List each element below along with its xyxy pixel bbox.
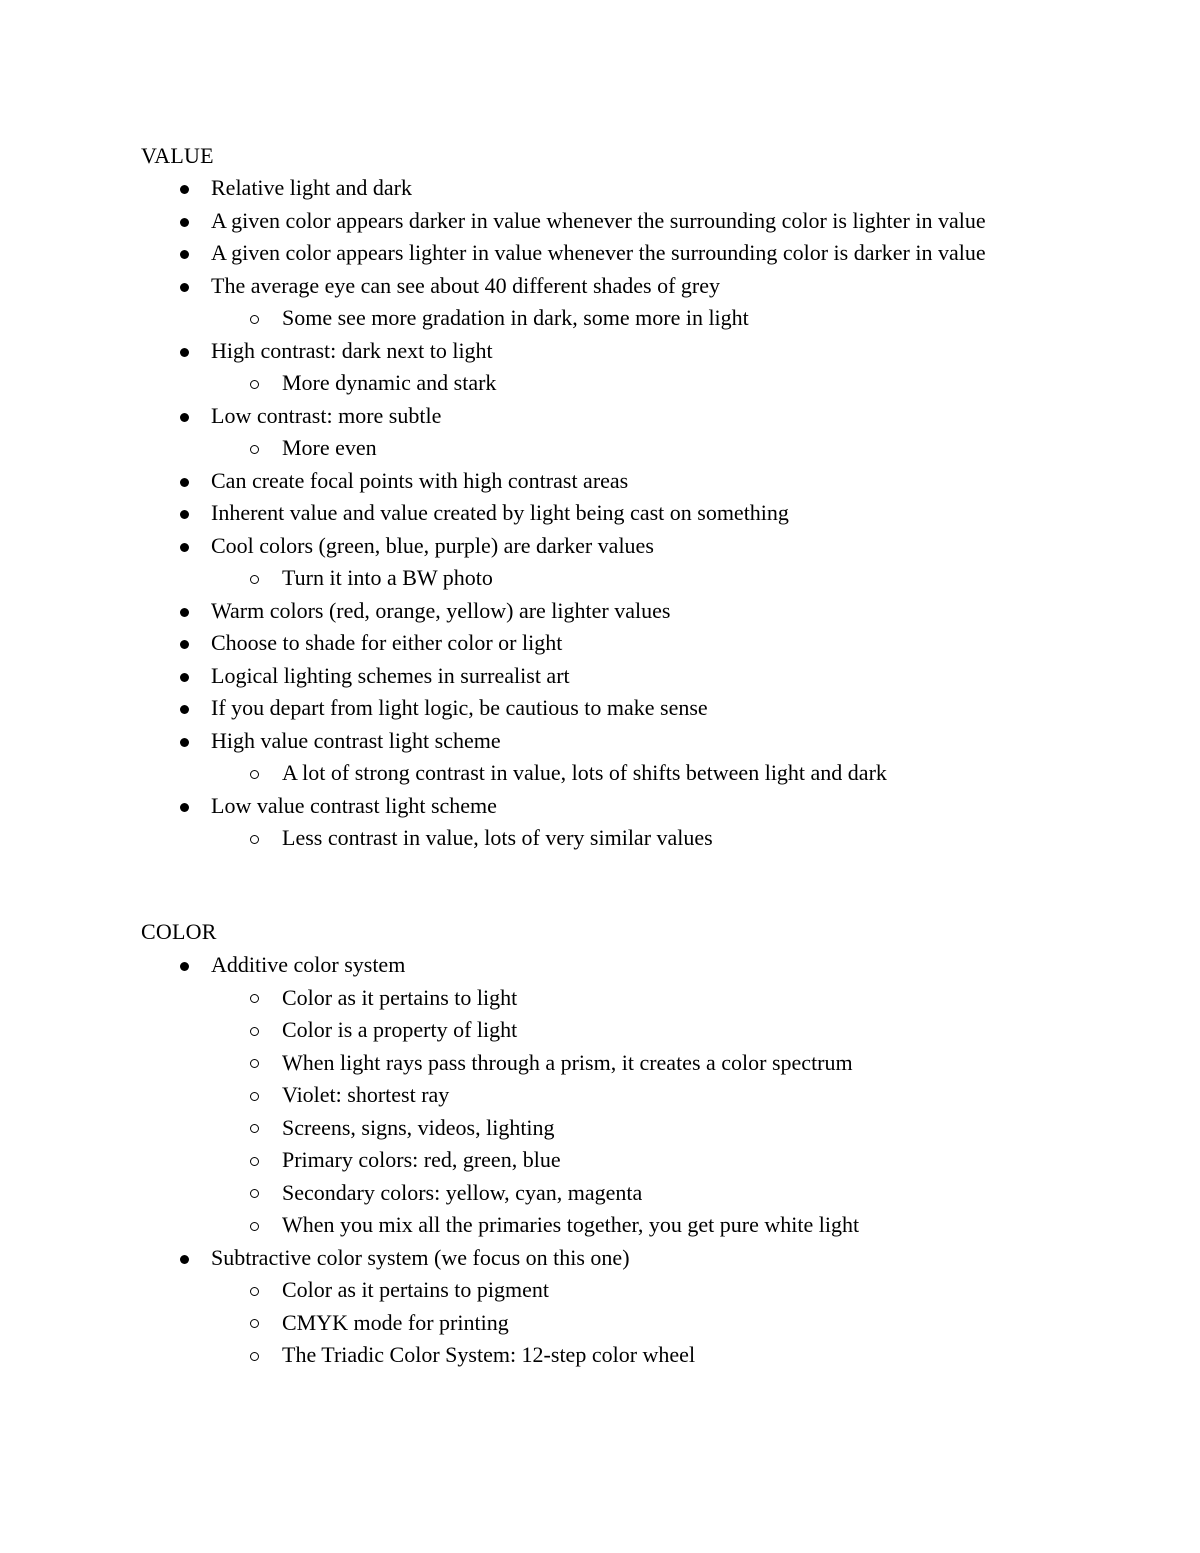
filled-bullet-icon [180, 608, 189, 617]
list-item-text: Cool colors (green, blue, purple) are darker values [211, 532, 654, 558]
list-item [0, 400, 1200, 433]
hollow-bullet-icon [250, 994, 259, 1003]
filled-bullet-icon [180, 673, 189, 682]
list-item [0, 595, 1200, 628]
hollow-bullet-icon [250, 1157, 259, 1166]
filled-bullet-icon [180, 738, 189, 747]
sub-list-item [0, 1079, 1200, 1112]
sub-list-item [0, 1014, 1200, 1047]
hollow-bullet-icon [250, 1027, 259, 1036]
list-item-text: Can create focal points with high contrast areas [211, 467, 629, 493]
list-item-text: High contrast: dark next to light [211, 337, 493, 363]
list-item-text: The Triadic Color System: 12-step color wheel [282, 1342, 696, 1367]
filled-bullet-icon [180, 478, 189, 487]
list-item-text: Violet: shortest ray [282, 1082, 450, 1107]
list-item-text: A given color appears darker in value whenever the surrounding color is lighter in value [211, 207, 986, 233]
list-item [0, 660, 1200, 693]
hollow-bullet-icon [250, 315, 259, 324]
sub-list-item [0, 1112, 1200, 1145]
filled-bullet-icon [180, 218, 189, 227]
filled-bullet-icon [180, 250, 189, 259]
list-item-text: Primary colors: red, green, blue [282, 1147, 561, 1172]
hollow-bullet-icon [250, 1352, 259, 1361]
list-item-text: Relative light and dark [211, 175, 412, 200]
sub-list-item [0, 1047, 1200, 1080]
hollow-bullet-icon [250, 1124, 259, 1133]
list-item-text: More dynamic and stark [282, 370, 497, 395]
color-heading: COLOR [141, 919, 217, 944]
sub-list-item [0, 1274, 1200, 1307]
sub-list-item [0, 757, 1200, 790]
sub-list-item [0, 1144, 1200, 1177]
sub-list-item [0, 1307, 1200, 1340]
sub-list-item [0, 982, 1200, 1015]
list-item-text: The average eye can see about 40 different shades of grey [211, 272, 721, 298]
filled-bullet-icon [180, 348, 189, 357]
list-item [0, 172, 1200, 205]
list-item [0, 725, 1200, 758]
color-list [0, 949, 1200, 1372]
list-item [0, 627, 1200, 660]
filled-bullet-icon [180, 185, 189, 194]
list-item-text: Low value contrast light scheme [211, 792, 497, 818]
list-item-text: Screens, signs, videos, lighting [282, 1114, 555, 1140]
list-item-text: Warm colors (red, orange, yellow) are lighter values [211, 597, 671, 623]
list-item-text: Low contrast: more subtle [211, 402, 442, 428]
filled-bullet-icon [180, 962, 189, 971]
hollow-bullet-icon [250, 1287, 259, 1296]
list-item [0, 790, 1200, 823]
list-item [0, 497, 1200, 530]
hollow-bullet-icon [250, 770, 259, 779]
hollow-bullet-icon [250, 445, 259, 454]
list-item-text: Color is a property of light [282, 1017, 518, 1042]
list-item-text: A lot of strong contrast in value, lots of shifts between light and dark [282, 760, 887, 785]
list-item-text: Color as it pertains to light [282, 984, 518, 1010]
value-list [0, 172, 1200, 855]
value-heading: VALUE [141, 143, 214, 168]
filled-bullet-icon [180, 283, 189, 292]
list-item [0, 237, 1200, 270]
sub-list-item [0, 302, 1200, 335]
filled-bullet-icon [180, 640, 189, 649]
list-item [0, 335, 1200, 368]
list-item-text: Secondary colors: yellow, cyan, magenta [282, 1179, 643, 1205]
list-item-text: Logical lighting schemes in surrealist art [211, 662, 570, 688]
list-item-text: Some see more gradation in dark, some more in light [282, 305, 749, 330]
sub-list-item [0, 432, 1200, 465]
filled-bullet-icon [180, 803, 189, 812]
sub-list-item [0, 1177, 1200, 1210]
sub-list-item [0, 1209, 1200, 1242]
list-item-text: When light rays pass through a prism, it creates a color spectrum [282, 1049, 853, 1075]
sub-list-item [0, 822, 1200, 855]
hollow-bullet-icon [250, 835, 259, 844]
list-item-text: Subtractive color system (we focus on this one) [211, 1244, 630, 1270]
list-item-text: When you mix all the primaries together, you get pure white light [282, 1212, 860, 1237]
list-item-text: High value contrast light scheme [211, 727, 501, 753]
list-item [0, 465, 1200, 498]
list-item [0, 530, 1200, 563]
list-item-text: Turn it into a BW photo [282, 565, 493, 590]
list-item-text: Choose to shade for either color or light [211, 630, 563, 655]
list-item-text: If you depart from light logic, be cautious to make sense [211, 695, 708, 720]
list-item [0, 1242, 1200, 1275]
filled-bullet-icon [180, 543, 189, 552]
hollow-bullet-icon [250, 1092, 259, 1101]
list-item-text: Inherent value and value created by light being cast on something [211, 500, 789, 525]
list-item-text: Less contrast in value, lots of very similar values [282, 825, 713, 850]
filled-bullet-icon [180, 705, 189, 714]
sub-list-item [0, 367, 1200, 400]
list-item-text: Additive color system [211, 952, 406, 977]
hollow-bullet-icon [250, 1319, 259, 1328]
list-item-text: CMYK mode for printing [282, 1309, 509, 1335]
hollow-bullet-icon [250, 1189, 259, 1198]
hollow-bullet-icon [250, 575, 259, 584]
list-item [0, 692, 1200, 725]
filled-bullet-icon [180, 413, 189, 422]
hollow-bullet-icon [250, 1222, 259, 1231]
filled-bullet-icon [180, 1255, 189, 1264]
list-item [0, 949, 1200, 982]
list-item-text: More even [282, 435, 377, 460]
hollow-bullet-icon [250, 380, 259, 389]
sub-list-item [0, 562, 1200, 595]
hollow-bullet-icon [250, 1059, 259, 1068]
list-item [0, 270, 1200, 303]
filled-bullet-icon [180, 510, 189, 519]
list-item [0, 205, 1200, 238]
list-item-text: Color as it pertains to pigment [282, 1277, 550, 1302]
list-item-text: A given color appears lighter in value whenever the surrounding color is darker in value [211, 240, 986, 265]
sub-list-item [0, 1339, 1200, 1372]
